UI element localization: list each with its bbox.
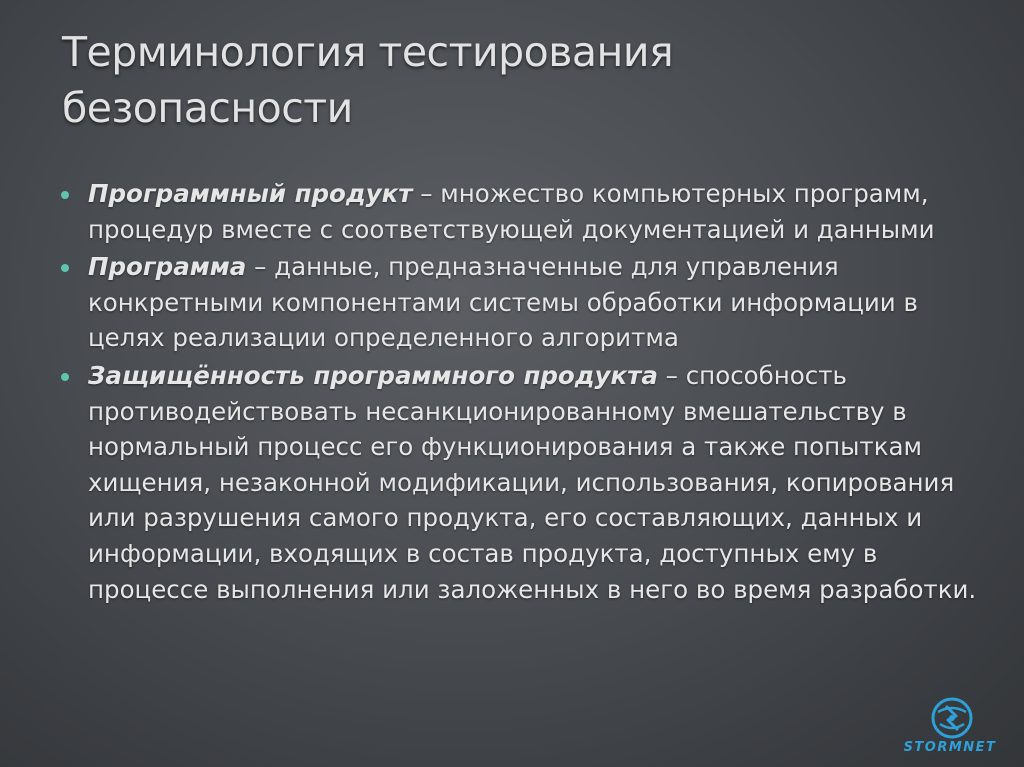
bullet-definition: – способность противодействовать несанкционированному вмешательству в нормальный процесс его функционирования а также попыткам хищения, незаконной модификации, использования, копирования или разрушения самого продукта, его составляющих, данных и информации, входящих в состав продукта, доступных ему в процессе выполнения или заложенных в него во время разработки. bbox=[88, 360, 977, 604]
stormnet-globe-icon bbox=[928, 694, 976, 742]
bullet-dot-icon bbox=[61, 264, 69, 272]
bullet-definition: – данные, предназначенные для управления конкретными компонентами системы обработки информации в целях реализации определенного алгоритма bbox=[88, 252, 918, 353]
bullet-item bbox=[60, 249, 980, 356]
bullet-item bbox=[60, 176, 980, 247]
stormnet-logo bbox=[890, 694, 1010, 764]
bullet-list bbox=[60, 176, 980, 609]
bullet-dot-icon bbox=[61, 191, 69, 199]
slide-title: Терминология тестирования безопасности bbox=[62, 28, 674, 132]
bullet-item bbox=[60, 358, 980, 607]
bullet-term: Защищённость программного продукта bbox=[88, 360, 658, 390]
bullet-dot-icon bbox=[61, 373, 69, 381]
bullet-definition: – множество компьютерных программ, процедур вместе с соответствующей документацией и данными bbox=[88, 179, 935, 244]
bullet-term: Программный продукт bbox=[88, 179, 413, 208]
bullet-term: Программа bbox=[88, 252, 247, 282]
logo-text: STORMNET bbox=[903, 740, 997, 755]
